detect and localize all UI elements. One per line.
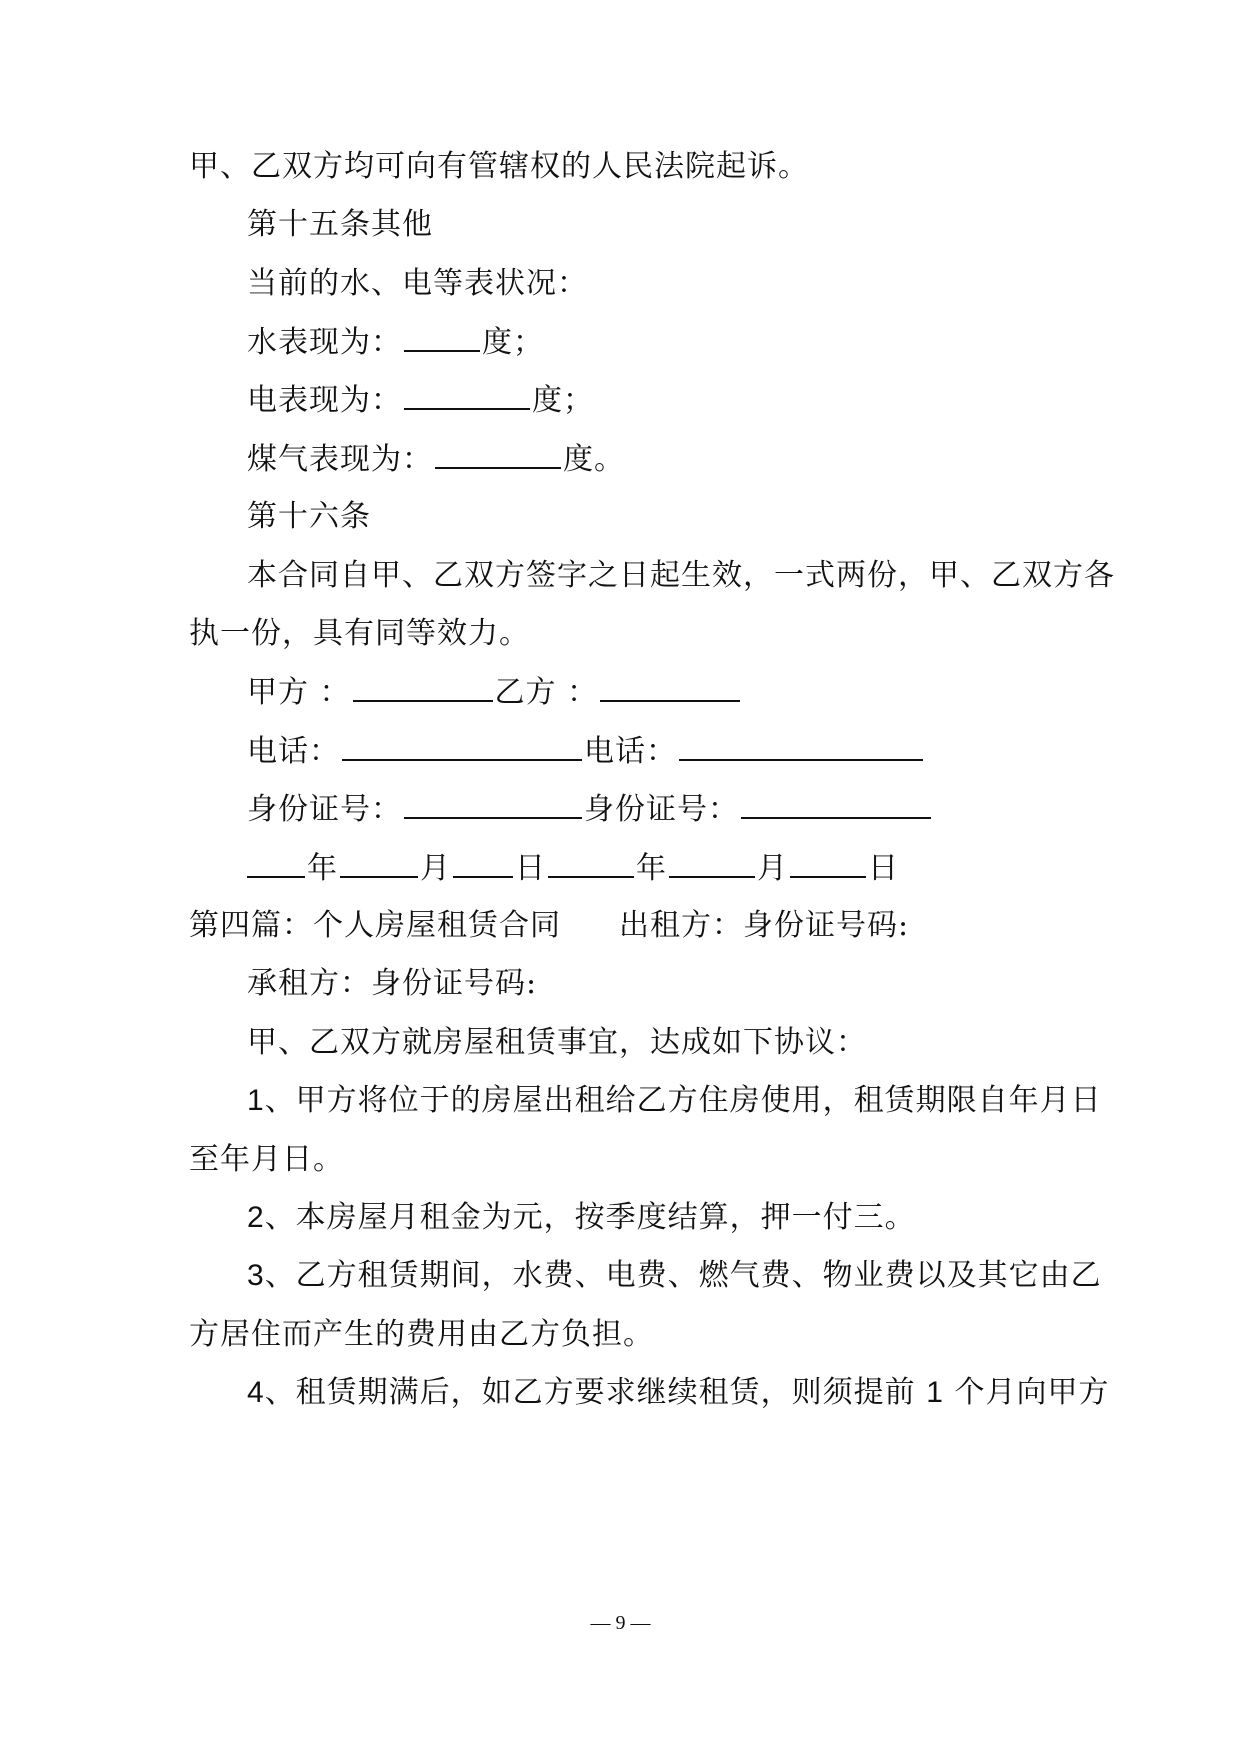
item-2-number: 2 [247, 1201, 265, 1234]
date-b-year-label: 年 [636, 851, 667, 886]
date-line [247, 848, 899, 889]
id-a-label: 身份证号： [247, 792, 402, 827]
phone-a-blank[interactable] [342, 731, 582, 761]
item-3-line-1: 3、乙方租赁期间，水费、电费、燃气费、物业费以及其它由乙 [247, 1258, 1102, 1293]
date-a-month-label: 月 [420, 851, 451, 886]
article-16-heading: 第十六条 [247, 499, 371, 534]
article-15-heading: 第十五条其他 [247, 207, 433, 242]
date-a-month-blank[interactable] [340, 848, 418, 878]
date-b-day-blank[interactable] [790, 848, 866, 878]
date-a-day-label: 日 [515, 851, 546, 886]
article-16-line-1: 本合同自甲、乙双方签字之日起生效，一式两份，甲、乙双方各 [247, 558, 1115, 593]
date-a-year-label: 年 [307, 851, 338, 886]
electric-meter-line [247, 380, 594, 421]
date-b-month-blank[interactable] [669, 848, 755, 878]
phone-b-blank[interactable] [679, 731, 923, 761]
id-a-blank[interactable] [404, 789, 582, 819]
gas-meter-line [247, 439, 625, 480]
phone-line [247, 731, 925, 772]
party-signature-line [247, 672, 742, 713]
date-b-month-label: 月 [757, 851, 788, 886]
electric-meter-unit: 度； [532, 383, 594, 418]
gas-meter-blank[interactable] [435, 439, 561, 469]
water-meter-blank[interactable] [404, 322, 480, 352]
item-4: 4、租赁期满后，如乙方要求继续租赁，则须提前 1 个月向甲方 [247, 1375, 1110, 1410]
party-b-blank[interactable] [600, 672, 740, 702]
party-a-label: 甲方 ： [247, 675, 351, 710]
electric-meter-blank[interactable] [404, 380, 530, 410]
lessee-line: 承租方：身份证号码: [247, 966, 538, 1001]
item-1-line-1: 1、甲方将位于的房屋出租给乙方住房使用，租赁期限自年月日 [247, 1083, 1102, 1118]
item-1-number: 1 [247, 1084, 265, 1117]
water-meter-line [247, 322, 544, 363]
phone-b-label: 电话： [584, 734, 677, 769]
paragraph-lawsuit: 甲、乙双方均可向有管辖权的人民法院起诉。 [189, 149, 809, 184]
date-a-day-blank[interactable] [453, 848, 513, 878]
gas-meter-label: 煤气表现为： [247, 442, 433, 477]
part-4-title: 第四篇：个人房屋租赁合同 [189, 908, 561, 943]
water-meter-label: 水表现为： [247, 325, 402, 360]
meters-intro: 当前的水、电等表状况： [247, 266, 588, 301]
phone-a-label: 电话： [247, 734, 340, 769]
id-number-line [247, 789, 933, 830]
date-b-year-blank[interactable] [548, 848, 634, 878]
party-b-label: 乙方 ： [494, 675, 599, 710]
id-b-blank[interactable] [741, 789, 931, 819]
gas-meter-unit: 度。 [563, 442, 625, 477]
lessor-line: 出租方：身份证号码: [619, 908, 910, 943]
article-16-line-2: 执一份，具有同等效力。 [189, 616, 530, 651]
item-3-number: 3 [247, 1259, 265, 1292]
id-b-label: 身份证号： [584, 792, 739, 827]
item-1-line-2: 至年月日。 [189, 1142, 344, 1177]
item-2: 2、本房屋月租金为元，按季度结算，押一付三。 [247, 1200, 916, 1235]
page-number: — 9 — [590, 1612, 651, 1634]
item-3-line-2: 方居住而产生的费用由乙方负担。 [189, 1317, 654, 1352]
date-b-day-label: 日 [868, 851, 899, 886]
part-4-title-line [189, 906, 909, 946]
electric-meter-label: 电表现为： [247, 383, 402, 418]
agreement-intro: 甲、乙双方就房屋租赁事宜，达成如下协议： [247, 1025, 867, 1060]
water-meter-unit: 度； [482, 325, 544, 360]
item-4-number: 4 [247, 1376, 265, 1409]
date-a-year-blank[interactable] [247, 848, 305, 878]
party-a-blank[interactable] [353, 672, 493, 702]
